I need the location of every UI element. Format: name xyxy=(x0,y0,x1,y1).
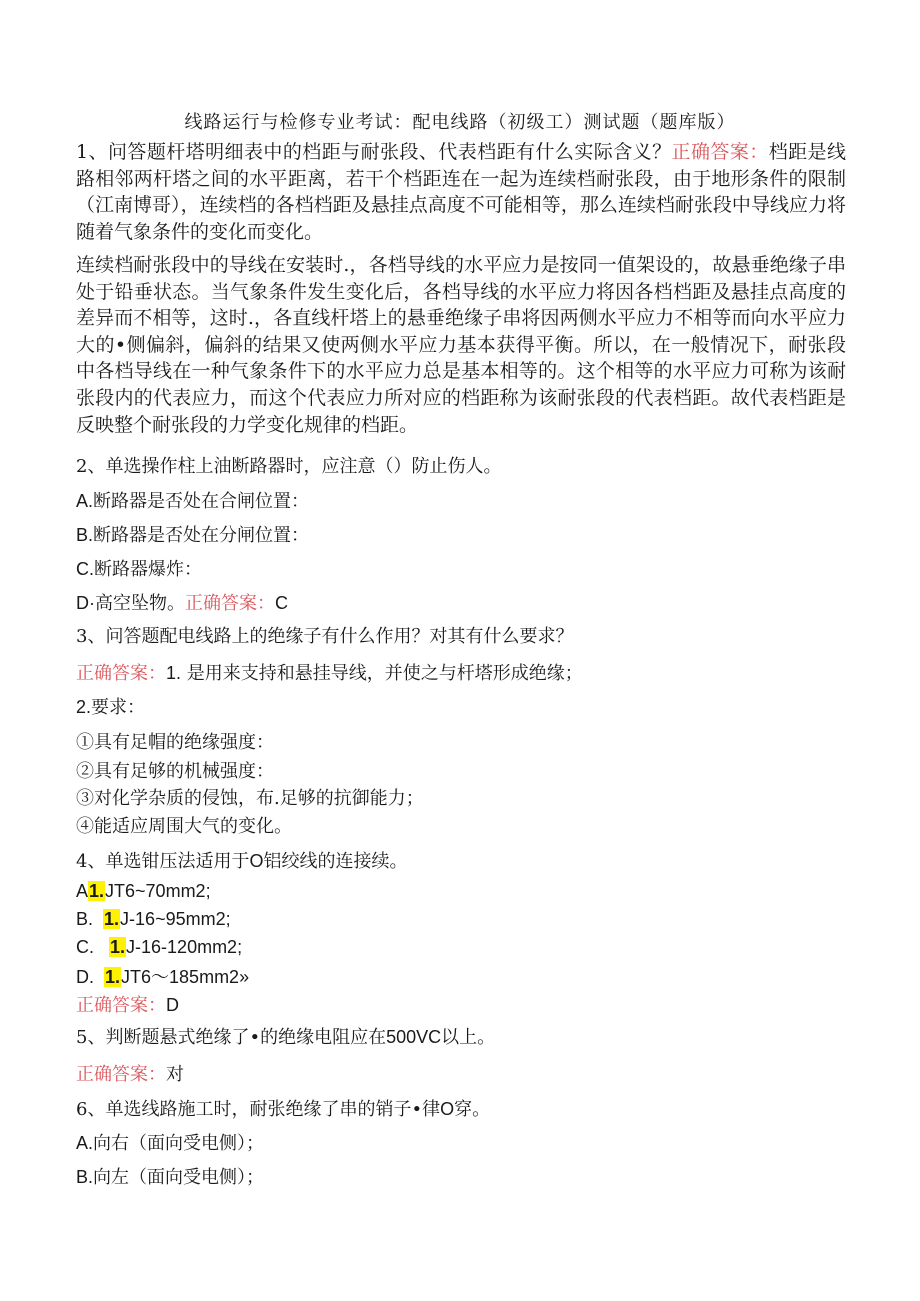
question-3-requirement-item: ③对化学杂质的侵蚀，布.足够的抗御能力； xyxy=(76,788,424,809)
question-3-requirement-item: ①具有足帽的绝缘强度： xyxy=(76,732,274,753)
question-2-option-d: D·高空坠物。正确答案：C xyxy=(76,593,288,614)
question-3-answer-line: 正确答案：1. 是用来支持和悬挂导线，并使之与杆塔形成绝缘； xyxy=(76,663,583,684)
highlight-marker: 1. xyxy=(105,967,121,987)
question-1-answer-label: 正确答案： xyxy=(671,141,769,163)
question-1-answer-part-1: 档距是线路相邻两杆塔之间的水平距离，若干个档距连在一起为连续档耐张段，由于地形条件的限制（江南博哥），连续档的各档档距及悬挂点高度不可能相等，那么连续档耐张段中导线应力将随着气象条件的变化而变化。 xyxy=(76,141,846,243)
question-4-option-c: C. 1.J-16-120mm2; xyxy=(76,937,243,957)
question-3-text: 3、问答题配电线路上的绝缘子有什么作用？对其有什么要求？ xyxy=(76,626,574,647)
question-1-block xyxy=(76,139,846,245)
question-1-text: 1、问答题杆塔明细表中的档距与耐张段、代表档距有什么实际含义？ xyxy=(76,141,672,163)
highlight-marker: 1. xyxy=(104,909,120,929)
question-2-answer-label: 正确答案： xyxy=(185,593,275,614)
question-2-text: 2、单选操作柱上油断路器时，应注意（）防止伤人。 xyxy=(76,456,502,477)
question-3-answer-label: 正确答案： xyxy=(76,663,166,684)
question-6-option-a: A.向右（面向受电侧）； xyxy=(76,1133,265,1154)
question-5-answer-label: 正确答案： xyxy=(76,1064,166,1085)
question-2-option-a: A.断路器是否处在合闸位置： xyxy=(76,491,310,512)
question-6-text: 6、单选线路施工时，耐张绝缘了串的销子•律O穿。 xyxy=(76,1099,491,1120)
question-5-answer-line xyxy=(76,1062,184,1088)
question-2-option-b: B.断路器是否处在分闸位置： xyxy=(76,525,310,546)
question-3-requirement-item: ②具有足够的机械强度： xyxy=(76,761,274,782)
question-4-option-b: B. 1.J-16~95mm2; xyxy=(76,909,231,929)
question-2-option-c: C.断路器爆炸： xyxy=(76,559,202,580)
question-4-answer: D xyxy=(166,995,179,1015)
question-1-answer-part-2: 连续档耐张段中的导线在安装时.，各档导线的水平应力是按同一值架设的，故悬垂绝缘子串处于铅垂状态。当气象条件发生变化后，各档导线的水平应力将因各档档距及悬挂点高度的差异而不相等，这时.，各直线杆塔上的悬垂绝缘子串将因两侧水平应力不相等而向水平应力大的•侧偏斜，偏斜的结果又使两侧水平应力基本获得平衡。所以，在一般情况下，耐张段中各档导线在一种气象条件下的水平应力总是基本相等的。这个相等的水平应力可称为该耐张段内的代表应力，而这个代表应力所对应的档距称为该耐张段的代表档距。故代表档距是反映整个耐张段的力学变化规律的档距。 xyxy=(76,254,846,436)
question-3-requirement-item: ④能适应周围大气的变化。 xyxy=(76,816,292,837)
question-4-option-a: A1.JT6~70mm2; xyxy=(76,881,211,901)
highlight-marker: 1. xyxy=(110,937,126,957)
question-5-answer: 对 xyxy=(166,1064,184,1085)
question-4-answer-line xyxy=(76,992,179,1019)
question-2-answer: C xyxy=(275,593,288,613)
question-3-requirements-title: 2.要求： xyxy=(76,697,146,718)
document-title: 线路运行与检修专业考试：配电线路（初级工）测试题（题库版） xyxy=(184,112,736,133)
question-4-option-d: D. 1.JT6～185mm2» xyxy=(76,967,250,987)
question-5-text: 5、判断题悬式绝缘了•的绝缘电阻应在500VC以上。 xyxy=(76,1027,496,1048)
question-4-answer-label: 正确答案： xyxy=(76,995,166,1016)
question-4-text: 4、单选钳压法适用于O铝绞线的连接续。 xyxy=(76,851,408,872)
highlight-marker: 1. xyxy=(89,881,105,901)
question-6-option-b: B.向左（面向受电侧）； xyxy=(76,1167,265,1188)
